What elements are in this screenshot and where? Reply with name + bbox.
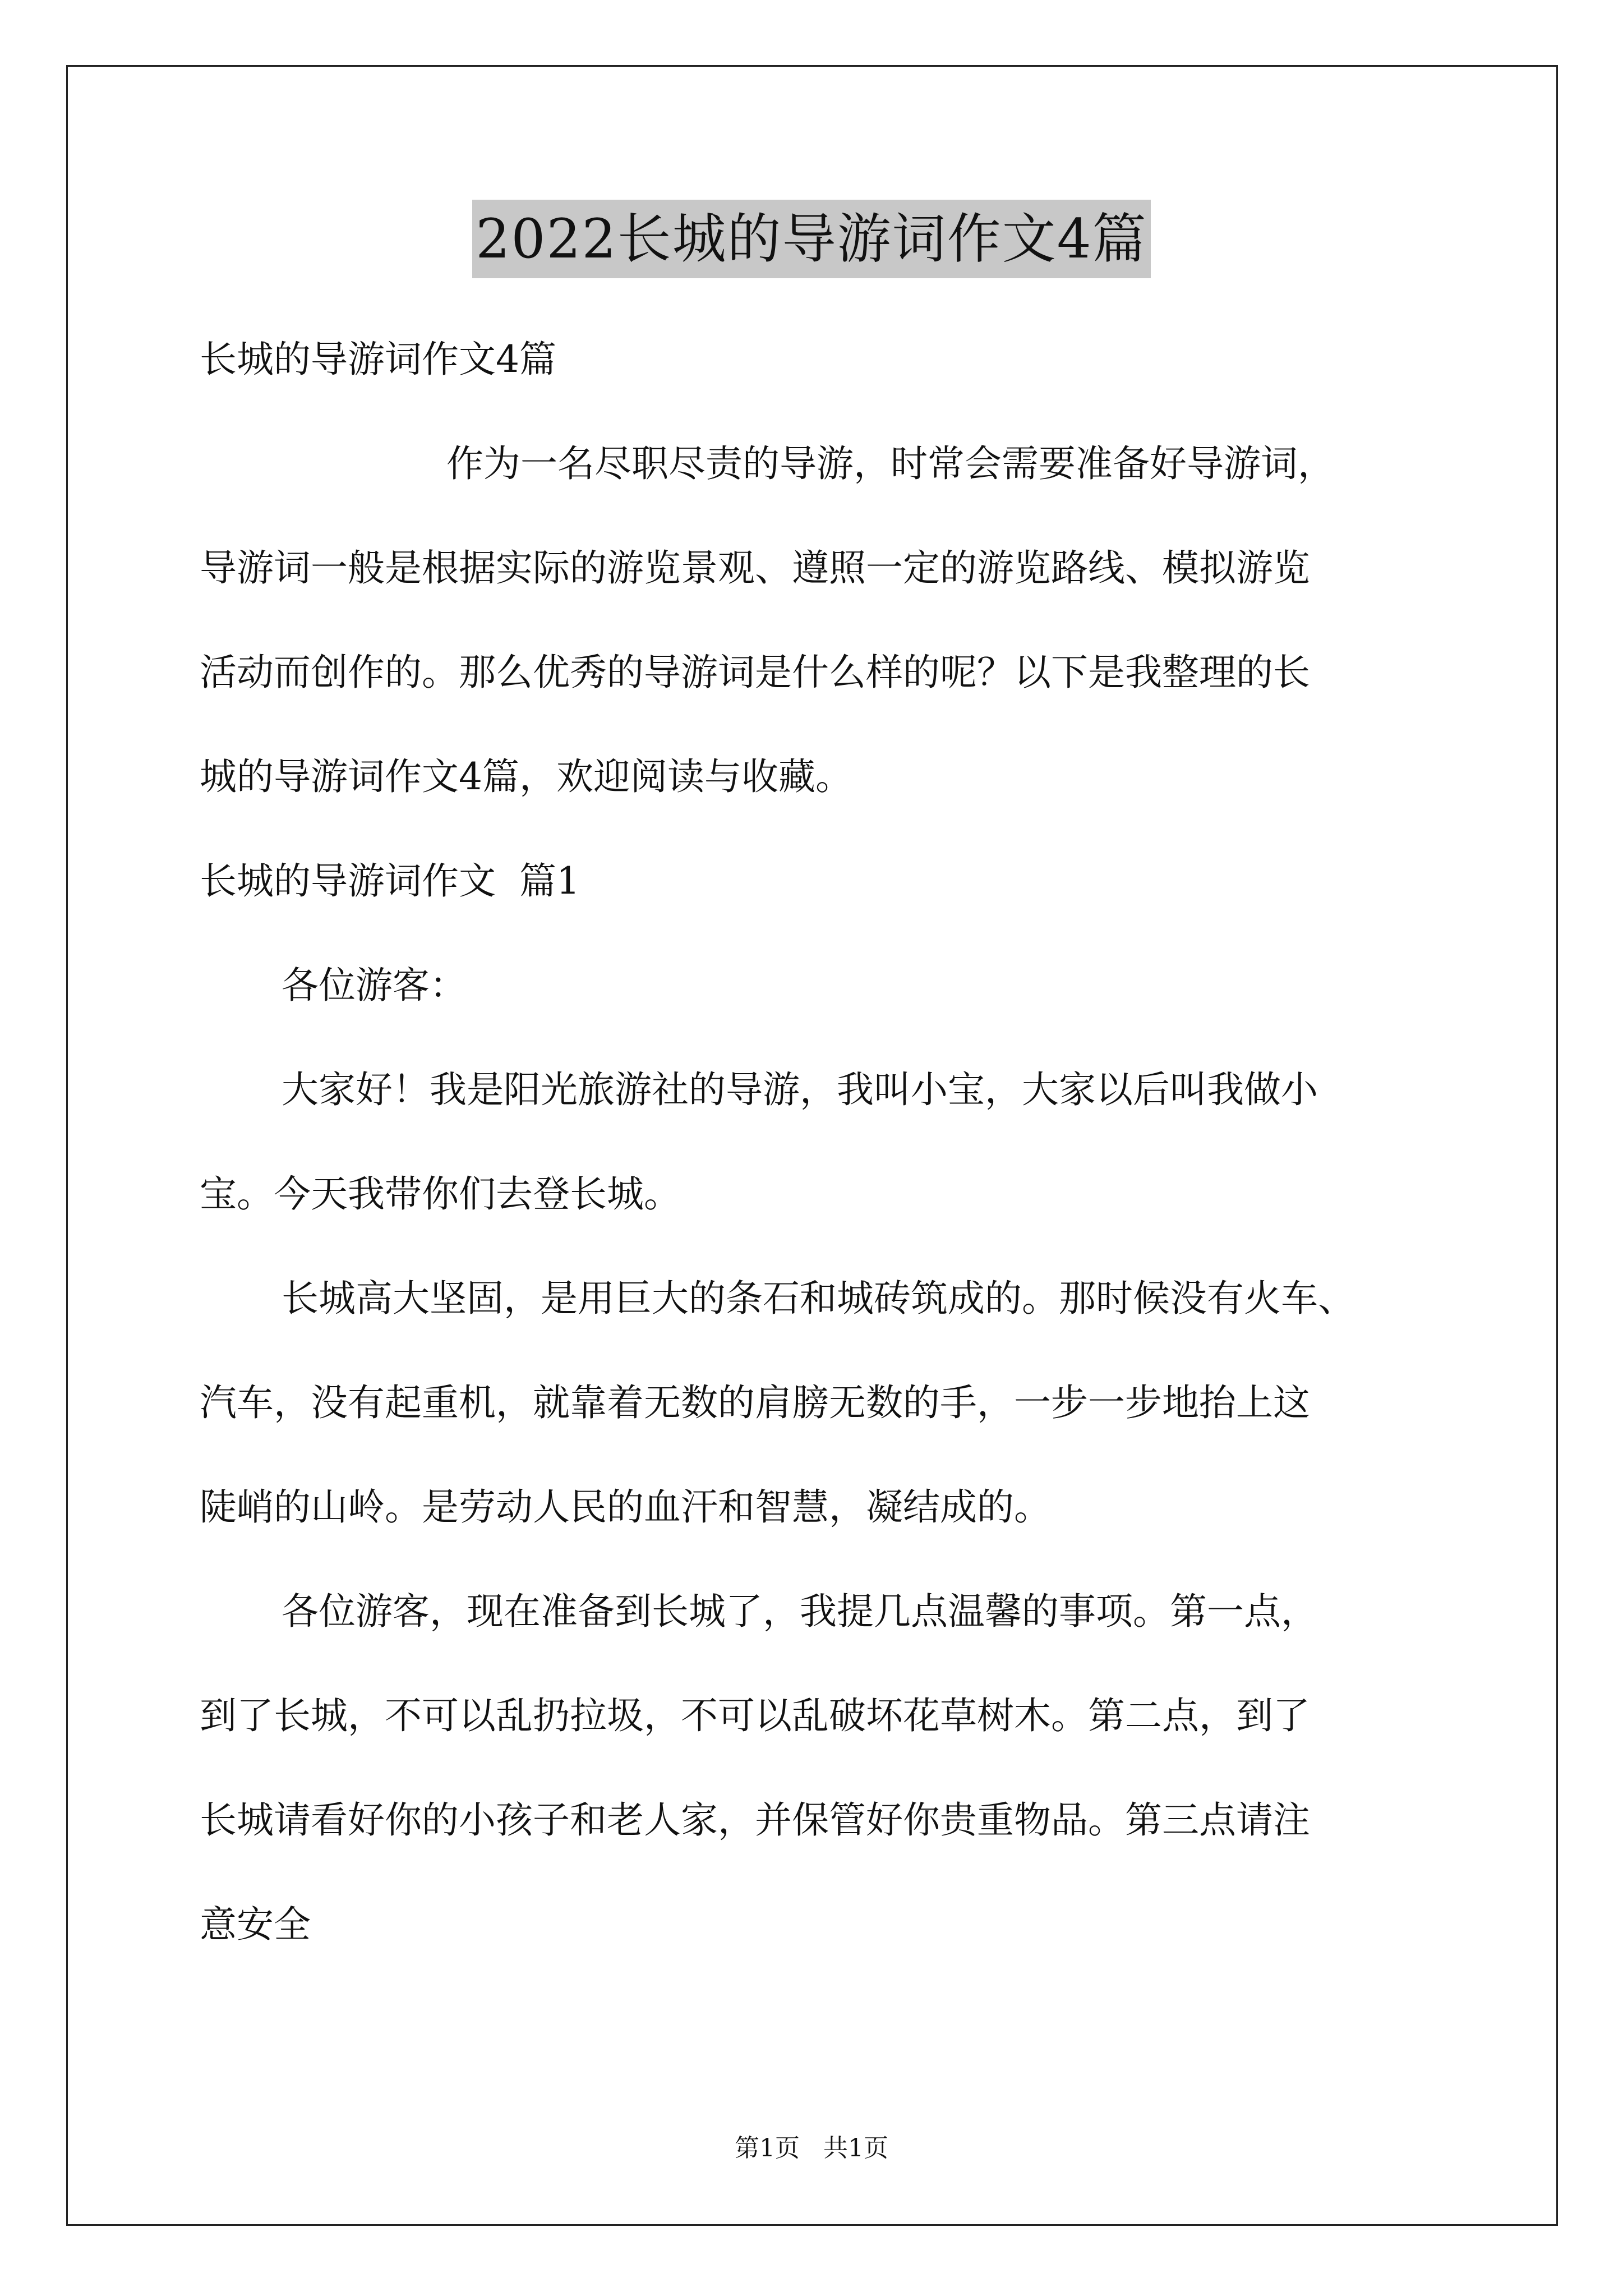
body-line: 长城高大坚固，是用巨大的条石和城砖筑成的。那时候没有火车、 — [282, 1277, 1355, 1320]
body-line: 意安全 — [200, 1903, 311, 1946]
document-body — [200, 307, 1439, 1977]
intro-line: 作为一名尽职尽责的导游，时常会需要准备好导游词， — [446, 442, 1335, 485]
intro-line: 城的导游词作文4篇，欢迎阅读与收藏。 — [200, 755, 852, 798]
body-line: 各位游客，现在准备到长城了，我提几点温馨的事项。第一点， — [282, 1590, 1318, 1633]
intro-line: 导游词一般是根据实际的游览景观、遵照一定的游览路线、模拟游览 — [200, 546, 1310, 590]
page-footer: 第1页 共1页 — [735, 2134, 888, 2162]
body-line: 到了长城，不可以乱扔拉圾，不可以乱破坏花草树木。第二点，到了 — [200, 1694, 1310, 1737]
document-subtitle: 长城的导游词作文4篇 — [200, 338, 556, 381]
body-line: 宝。今天我带你们去登长城。 — [200, 1172, 681, 1216]
intro-line: 活动而创作的。那么优秀的导游词是什么样的呢？以下是我整理的长 — [200, 651, 1310, 694]
body-line: 陡峭的山岭。是劳动人民的血汗和智慧，凝结成的。 — [200, 1485, 1051, 1529]
body-line: 长城请看好你的小孩子和老人家，并保管好你贵重物品。第三点请注 — [200, 1798, 1310, 1842]
body-line: 各位游客： — [282, 964, 467, 1007]
section-heading: 长城的导游词作文 篇1 — [200, 859, 580, 903]
body-line: 汽车，没有起重机，就靠着无数的肩膀无数的手，一步一步地抬上这 — [200, 1381, 1310, 1424]
body-line: 大家好！我是阳光旅游社的导游，我叫小宝，大家以后叫我做小 — [282, 1068, 1318, 1111]
document-title: 2022长城的导游词作文4篇 — [472, 200, 1150, 278]
title-container — [0, 200, 1623, 278]
